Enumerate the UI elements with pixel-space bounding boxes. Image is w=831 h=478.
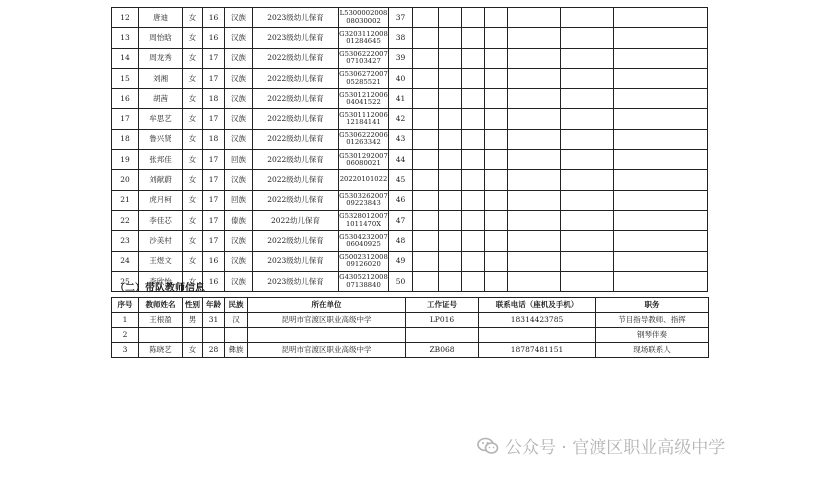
student-class-cell: 2022级幼儿保育 — [253, 48, 339, 68]
column-header: 教师姓名 — [139, 298, 183, 313]
student-age-cell: 18 — [203, 129, 225, 149]
empty-cell — [413, 271, 439, 291]
student-name-cell: 唐迪 — [139, 8, 183, 28]
empty-cell — [462, 8, 485, 28]
empty-cell — [485, 28, 508, 48]
student-gender-cell: 女 — [183, 129, 203, 149]
empty-cell — [561, 210, 614, 230]
student-class-cell: 2023级幼儿保育 — [253, 8, 339, 28]
empty-cell — [462, 170, 485, 190]
empty-cell — [413, 89, 439, 109]
teacher-unit-cell: 昆明市官渡区职业高级中学 — [248, 343, 406, 358]
empty-cell — [485, 8, 508, 28]
student-seq-cell: 38 — [389, 28, 413, 48]
teacher-role-cell: 节目指导教师、指挥 — [596, 313, 709, 328]
empty-cell — [439, 231, 462, 251]
student-age-cell: 16 — [203, 8, 225, 28]
student-class-cell: 2022级幼儿保育 — [253, 190, 339, 210]
empty-cell — [561, 231, 614, 251]
empty-cell — [462, 68, 485, 88]
student-class-cell: 2022级幼儿保育 — [253, 150, 339, 170]
student-no-cell: 23 — [112, 231, 139, 251]
empty-cell — [614, 190, 708, 210]
student-name-cell: 周龙秀 — [139, 48, 183, 68]
empty-cell — [413, 109, 439, 129]
student-class-cell: 2022级幼儿保育 — [253, 89, 339, 109]
student-sid-cell: G5304232007 06040925 — [339, 231, 389, 251]
student-sid-cell: G5328012007 1011470X — [339, 210, 389, 230]
empty-cell — [508, 89, 561, 109]
table-row — [112, 328, 709, 343]
student-class-cell: 2023级幼儿保育 — [253, 28, 339, 48]
student-gender-cell: 女 — [183, 271, 203, 291]
empty-cell — [413, 129, 439, 149]
student-seq-cell: 47 — [389, 210, 413, 230]
student-no-cell: 15 — [112, 68, 139, 88]
table-row — [112, 48, 708, 68]
student-age-cell: 17 — [203, 170, 225, 190]
empty-cell — [561, 170, 614, 190]
student-class-cell: 2022级幼儿保育 — [253, 129, 339, 149]
empty-cell — [561, 48, 614, 68]
student-name-cell: 李佳芯 — [139, 210, 183, 230]
section-title: （二）带队教师信息 — [115, 283, 205, 294]
student-gender-cell: 女 — [183, 68, 203, 88]
empty-cell — [561, 129, 614, 149]
empty-cell — [462, 109, 485, 129]
empty-cell — [508, 251, 561, 271]
student-no-cell: 14 — [112, 48, 139, 68]
student-ethnicity-cell: 回族 — [225, 190, 253, 210]
teacher-role-cell: 钢琴伴奏 — [596, 328, 709, 343]
student-age-cell: 17 — [203, 48, 225, 68]
student-class-cell: 2023级幼儿保育 — [253, 251, 339, 271]
teacher-gender-cell: 女 — [183, 343, 203, 358]
table-row — [112, 68, 708, 88]
student-sid-cell: G5002312008 09126020 — [339, 251, 389, 271]
empty-cell — [614, 210, 708, 230]
table-row — [112, 231, 708, 251]
teacher-no-cell: 3 — [112, 343, 139, 358]
empty-cell — [614, 8, 708, 28]
student-seq-cell: 37 — [389, 8, 413, 28]
empty-cell — [462, 48, 485, 68]
empty-cell — [462, 190, 485, 210]
student-seq-cell: 46 — [389, 190, 413, 210]
student-ethnicity-cell: 汉族 — [225, 109, 253, 129]
student-age-cell: 16 — [203, 251, 225, 271]
student-sid-cell: G4305212008 07138840 — [339, 271, 389, 291]
student-name-cell: 李欣怡 — [139, 271, 183, 291]
column-header: 民族 — [225, 298, 248, 313]
student-gender-cell: 女 — [183, 8, 203, 28]
table-row — [112, 129, 708, 149]
empty-cell — [485, 210, 508, 230]
student-no-cell: 25 — [112, 271, 139, 291]
student-gender-cell: 女 — [183, 251, 203, 271]
student-ethnicity-cell: 汉族 — [225, 231, 253, 251]
student-name-cell: 沙美村 — [139, 231, 183, 251]
empty-cell — [614, 150, 708, 170]
table-row — [112, 170, 708, 190]
student-no-cell: 12 — [112, 8, 139, 28]
empty-cell — [614, 68, 708, 88]
empty-cell — [485, 68, 508, 88]
teacher-work_id-cell: LP016 — [406, 313, 479, 328]
student-sid-cell: G5301212006 04041522 — [339, 89, 389, 109]
student-ethnicity-cell: 汉族 — [225, 8, 253, 28]
student-no-cell: 24 — [112, 251, 139, 271]
empty-cell — [462, 150, 485, 170]
teacher-gender-cell — [183, 328, 203, 343]
student-age-cell: 17 — [203, 210, 225, 230]
column-header: 性别 — [183, 298, 203, 313]
student-ethnicity-cell: 汉族 — [225, 89, 253, 109]
table-row — [112, 343, 709, 358]
student-name-cell: 王煜文 — [139, 251, 183, 271]
student-no-cell: 17 — [112, 109, 139, 129]
empty-cell — [508, 210, 561, 230]
student-ethnicity-cell: 汉族 — [225, 129, 253, 149]
teacher-ethnicity-cell — [225, 328, 248, 343]
empty-cell — [439, 170, 462, 190]
empty-cell — [614, 129, 708, 149]
empty-cell — [508, 170, 561, 190]
column-header: 联系电话（座机及手机） — [479, 298, 596, 313]
empty-cell — [561, 190, 614, 210]
student-table — [111, 7, 708, 292]
empty-cell — [508, 8, 561, 28]
student-sid-cell: G5301292007 06080021 — [339, 150, 389, 170]
empty-cell — [485, 48, 508, 68]
student-class-cell: 2022级幼儿保育 — [253, 231, 339, 251]
column-header: 职务 — [596, 298, 709, 313]
column-header: 序号 — [112, 298, 139, 313]
student-sid-cell: G5303262007 09223843 — [339, 190, 389, 210]
table-row — [112, 109, 708, 129]
student-class-cell: 2023级幼儿保育 — [253, 271, 339, 291]
empty-cell — [485, 109, 508, 129]
student-ethnicity-cell: 汉族 — [225, 271, 253, 291]
empty-cell — [485, 251, 508, 271]
student-ethnicity-cell: 傣族 — [225, 210, 253, 230]
student-sid-cell: G5306272007 05285521 — [339, 68, 389, 88]
student-age-cell: 16 — [203, 28, 225, 48]
empty-cell — [614, 89, 708, 109]
teacher-gender-cell: 男 — [183, 313, 203, 328]
empty-cell — [413, 68, 439, 88]
teacher-phone-cell — [479, 328, 596, 343]
empty-cell — [508, 129, 561, 149]
empty-cell — [561, 109, 614, 129]
empty-cell — [413, 170, 439, 190]
student-gender-cell: 女 — [183, 231, 203, 251]
student-sid-cell: L5300002008 08030002 — [339, 8, 389, 28]
column-header: 工作证号 — [406, 298, 479, 313]
student-seq-cell: 45 — [389, 170, 413, 190]
student-name-cell: 虎月柯 — [139, 190, 183, 210]
empty-cell — [462, 129, 485, 149]
empty-cell — [439, 89, 462, 109]
empty-cell — [439, 129, 462, 149]
student-name-cell: 胡茜 — [139, 89, 183, 109]
student-sid-cell: G5306222006 01263342 — [339, 129, 389, 149]
student-name-cell: 周怡晗 — [139, 28, 183, 48]
student-no-cell: 20 — [112, 170, 139, 190]
student-seq-cell: 39 — [389, 48, 413, 68]
table-row — [112, 313, 709, 328]
student-gender-cell: 女 — [183, 109, 203, 129]
table-row — [112, 190, 708, 210]
empty-cell — [614, 251, 708, 271]
student-seq-cell: 42 — [389, 109, 413, 129]
watermark — [477, 433, 725, 458]
student-seq-cell: 43 — [389, 129, 413, 149]
teacher-phone-cell: 18314423785 — [479, 313, 596, 328]
student-age-cell: 17 — [203, 190, 225, 210]
student-gender-cell: 女 — [183, 210, 203, 230]
empty-cell — [413, 210, 439, 230]
teacher-name-cell: 陈晓艺 — [139, 343, 183, 358]
student-ethnicity-cell: 汉族 — [225, 28, 253, 48]
empty-cell — [462, 251, 485, 271]
empty-cell — [561, 89, 614, 109]
empty-cell — [508, 271, 561, 291]
student-name-cell: 刘献蔚 — [139, 170, 183, 190]
empty-cell — [614, 170, 708, 190]
teacher-table — [111, 297, 709, 358]
teacher-role-cell: 现场联系人 — [596, 343, 709, 358]
empty-cell — [614, 271, 708, 291]
student-sid-cell: G3203112008 01284645 — [339, 28, 389, 48]
empty-cell — [439, 150, 462, 170]
empty-cell — [508, 48, 561, 68]
student-no-cell: 18 — [112, 129, 139, 149]
student-class-cell: 2022幼儿保育 — [253, 210, 339, 230]
student-seq-cell: 49 — [389, 251, 413, 271]
empty-cell — [462, 271, 485, 291]
student-gender-cell: 女 — [183, 170, 203, 190]
student-no-cell: 21 — [112, 190, 139, 210]
student-seq-cell: 48 — [389, 231, 413, 251]
empty-cell — [561, 271, 614, 291]
empty-cell — [485, 89, 508, 109]
empty-cell — [561, 150, 614, 170]
student-age-cell: 17 — [203, 109, 225, 129]
empty-cell — [561, 28, 614, 48]
empty-cell — [508, 150, 561, 170]
student-seq-cell: 50 — [389, 271, 413, 291]
teacher-unit-cell — [248, 328, 406, 343]
empty-cell — [439, 271, 462, 291]
teacher-work_id-cell — [406, 328, 479, 343]
teacher-header-row — [112, 298, 709, 313]
empty-cell — [485, 271, 508, 291]
teacher-no-cell: 2 — [112, 328, 139, 343]
student-no-cell: 16 — [112, 89, 139, 109]
empty-cell — [413, 231, 439, 251]
table-row — [112, 210, 708, 230]
teacher-ethnicity-cell: 彝族 — [225, 343, 248, 358]
student-no-cell: 19 — [112, 150, 139, 170]
empty-cell — [508, 190, 561, 210]
table-row — [112, 251, 708, 271]
student-gender-cell: 女 — [183, 48, 203, 68]
teacher-work_id-cell: ZB068 — [406, 343, 479, 358]
teacher-unit-cell: 昆明市官渡区职业高级中学 — [248, 313, 406, 328]
student-class-cell: 2022级幼儿保育 — [253, 170, 339, 190]
teacher-age-cell: 31 — [203, 313, 225, 328]
student-age-cell: 17 — [203, 68, 225, 88]
empty-cell — [508, 109, 561, 129]
empty-cell — [462, 28, 485, 48]
student-sid-cell: 20220101022 — [339, 170, 389, 190]
empty-cell — [462, 231, 485, 251]
empty-cell — [439, 68, 462, 88]
teacher-age-cell — [203, 328, 225, 343]
student-ethnicity-cell: 汉族 — [225, 48, 253, 68]
empty-cell — [439, 190, 462, 210]
student-age-cell: 16 — [203, 271, 225, 291]
student-no-cell: 13 — [112, 28, 139, 48]
empty-cell — [485, 190, 508, 210]
empty-cell — [614, 28, 708, 48]
wechat-icon — [477, 437, 499, 455]
empty-cell — [439, 251, 462, 271]
student-ethnicity-cell: 汉族 — [225, 68, 253, 88]
teacher-phone-cell: 18787481151 — [479, 343, 596, 358]
empty-cell — [614, 48, 708, 68]
empty-cell — [462, 210, 485, 230]
empty-cell — [413, 8, 439, 28]
student-seq-cell: 41 — [389, 89, 413, 109]
teacher-ethnicity-cell: 汉 — [225, 313, 248, 328]
empty-cell — [462, 89, 485, 109]
empty-cell — [485, 231, 508, 251]
empty-cell — [485, 170, 508, 190]
student-ethnicity-cell: 回族 — [225, 150, 253, 170]
empty-cell — [508, 231, 561, 251]
teacher-no-cell: 1 — [112, 313, 139, 328]
empty-cell — [413, 190, 439, 210]
teacher-name-cell — [139, 328, 183, 343]
empty-cell — [439, 210, 462, 230]
table-row — [112, 150, 708, 170]
empty-cell — [413, 251, 439, 271]
empty-cell — [614, 109, 708, 129]
student-gender-cell: 女 — [183, 89, 203, 109]
column-header: 所在单位 — [248, 298, 406, 313]
student-gender-cell: 女 — [183, 190, 203, 210]
empty-cell — [561, 251, 614, 271]
student-age-cell: 17 — [203, 231, 225, 251]
empty-cell — [439, 48, 462, 68]
empty-cell — [439, 109, 462, 129]
student-name-cell: 牟思艺 — [139, 109, 183, 129]
empty-cell — [614, 231, 708, 251]
empty-cell — [561, 68, 614, 88]
empty-cell — [413, 150, 439, 170]
empty-cell — [413, 28, 439, 48]
student-gender-cell: 女 — [183, 28, 203, 48]
empty-cell — [439, 28, 462, 48]
student-age-cell: 18 — [203, 89, 225, 109]
teacher-name-cell: 王根盈 — [139, 313, 183, 328]
watermark-text: 公众号 · 官渡区职业高级中学 — [505, 438, 726, 458]
student-age-cell: 17 — [203, 150, 225, 170]
table-row — [112, 89, 708, 109]
student-ethnicity-cell: 汉族 — [225, 170, 253, 190]
student-sid-cell: G5301112006 12184141 — [339, 109, 389, 129]
table-row — [112, 8, 708, 28]
empty-cell — [561, 8, 614, 28]
empty-cell — [413, 48, 439, 68]
empty-cell — [439, 8, 462, 28]
student-class-cell: 2022级幼儿保育 — [253, 109, 339, 129]
student-no-cell: 22 — [112, 210, 139, 230]
table-row — [112, 28, 708, 48]
empty-cell — [508, 28, 561, 48]
empty-cell — [485, 129, 508, 149]
student-name-cell: 张邦佳 — [139, 150, 183, 170]
student-name-cell: 鲁兴贤 — [139, 129, 183, 149]
student-gender-cell: 女 — [183, 150, 203, 170]
student-name-cell: 刘湘 — [139, 68, 183, 88]
empty-cell — [485, 150, 508, 170]
empty-cell — [508, 68, 561, 88]
student-ethnicity-cell: 汉族 — [225, 251, 253, 271]
column-header: 年龄 — [203, 298, 225, 313]
student-seq-cell: 40 — [389, 68, 413, 88]
student-sid-cell: G5306222007 07103427 — [339, 48, 389, 68]
teacher-age-cell: 28 — [203, 343, 225, 358]
student-class-cell: 2022级幼儿保育 — [253, 68, 339, 88]
student-seq-cell: 44 — [389, 150, 413, 170]
